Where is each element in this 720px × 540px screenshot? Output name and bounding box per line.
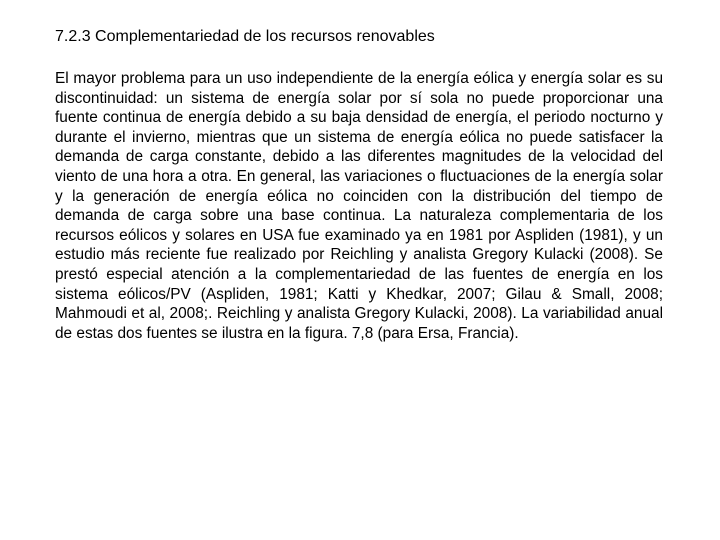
body-paragraph: El mayor problema para un uso independiente de la energía eólica y energía solar es su discontinuidad: un sistema de energía solar por sí sola no puede proporcionar una fuente continua de energía debido a su baja densidad de energía, el periodo nocturno y durante el invierno, mientras que un sistema de energía eólica no puede satisfacer la demanda de carga constante, debido a las diferentes magnitudes de la velocidad del viento de una hora a otra. En general, las variaciones o fluctuaciones de la energía solar y la generación de energía eólica no coinciden con la distribución del tiempo de demanda de carga sobre una base continua. La naturaleza complementaria de los recursos eólicos y solares en USA fue examinado ya en 1981 por Aspliden (1981), y un estudio más reciente fue realizado por Reichling y analista Gregory Kulacki (2008). Se prestó especial atención a la complementariedad de las fuentes de energía en los sistema eólicos/PV (Aspliden, 1981; Katti y Khedkar, 2007; Gilau & Small, 2008; Mahmoudi et al, 2008;. Reichling y analista Gregory Kulacki, 2008). La variabilidad anual de estas dos fuentes se ilustra en la figura. 7,8 (para Ersa, Francia).: [55, 70, 663, 342]
section-heading: 7.2.3 Complementariedad de los recursos renovables: [55, 28, 435, 45]
